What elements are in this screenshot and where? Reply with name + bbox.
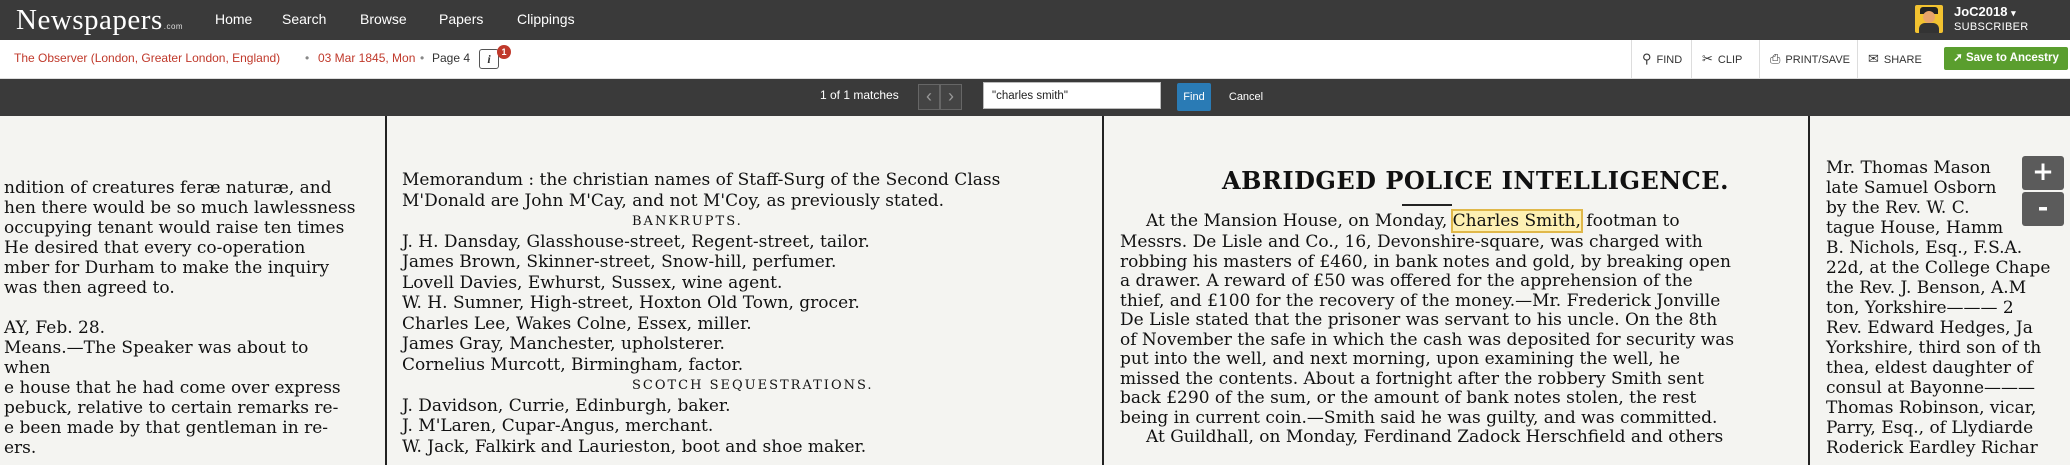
- text-line: e been made by that gentleman in re-: [4, 418, 329, 438]
- search-icon: ⚲: [1642, 51, 1652, 66]
- match-count: 1 of 1 matches: [820, 88, 899, 102]
- info-icon[interactable]: i: [479, 49, 499, 69]
- column-rule: [1102, 116, 1104, 465]
- zoom-in-button[interactable]: +: [2022, 156, 2064, 190]
- text-line: back £290 of the sum, or the amount of bank notes stolen, the rest: [1120, 388, 1697, 408]
- user-name[interactable]: JoC2018 ▾: [1954, 4, 2016, 19]
- text-line: thea, eldest daughter of: [1826, 358, 2033, 378]
- logo-suffix: .com: [163, 22, 184, 31]
- text-line: J. M'Laren, Cupar-Angus, merchant.: [402, 416, 714, 436]
- text-line: BANKRUPTS.: [632, 214, 743, 229]
- zoom-out-button[interactable]: -: [2022, 192, 2064, 226]
- save-to-ancestry-button[interactable]: ➚ Save to Ancestry: [1944, 47, 2068, 70]
- text-line: thief, and £100 for the recovery of the money.—Mr. Frederick Jonville: [1120, 290, 1721, 311]
- notification-badge: 1: [497, 45, 511, 59]
- find-tool-button[interactable]: ⚲ FIND: [1631, 40, 1692, 78]
- page-number: Page 4: [432, 51, 471, 65]
- print-icon: ⎙: [1770, 51, 1781, 66]
- text-line: Charles Lee, Wakes Colne, Essex, miller.: [402, 313, 752, 334]
- text-line: Thomas Robinson, vicar,: [1826, 398, 2037, 418]
- text-line: SCOTCH SEQUESTRATIONS.: [632, 378, 874, 393]
- prev-match-button[interactable]: [918, 84, 940, 110]
- text-line: W. Jack, Falkirk and Laurieston, boot and shoe maker.: [402, 436, 867, 457]
- text-line: J. H. Dansday, Glasshouse-street, Regent-street, tailor.: [402, 231, 870, 252]
- text-line: Parry, Esq., of Llydiarde: [1826, 418, 2034, 438]
- text-line: James Brown, Skinner-street, Snow-hill, perfumer.: [402, 252, 837, 272]
- paper-date-link[interactable]: 03 Mar 1845, Mon: [318, 51, 416, 65]
- text-line: 22d, at the College Chape: [1826, 258, 2051, 278]
- text-line: De Lisle stated that the prisoner was servant to his uncle. On the 8th: [1120, 310, 1718, 330]
- text-line: ers.: [4, 438, 37, 458]
- text-line: pebuck, relative to certain remarks re-: [4, 398, 339, 418]
- text-line: M'Donald are John M'Cay, and not M'Coy, as previously stated.: [402, 190, 945, 211]
- text-line: W. H. Sumner, High-street, Hoxton Old Town, grocer.: [402, 293, 860, 313]
- article-first-line: At the Mansion House, on Monday, Charles Smith, footman to: [1146, 211, 1680, 231]
- search-highlight[interactable]: Charles Smith,: [1452, 211, 1581, 231]
- paper-title-link[interactable]: The Observer (London, Greater London, England): [14, 51, 281, 65]
- avatar: [1915, 5, 1943, 33]
- cancel-button[interactable]: Cancel: [1228, 91, 1264, 103]
- text-line: At Guildhall, on Monday, Ferdinand Zadock Herschfield and others: [1146, 427, 1724, 447]
- text-line: of November the safe in which the cash was deposited for security was: [1120, 329, 1735, 350]
- clip-tool-button[interactable]: ✂ CLIP: [1691, 40, 1760, 78]
- text-line: was then agreed to.: [4, 278, 175, 298]
- save-icon: ➚: [1953, 52, 1966, 64]
- logo-text: Newspapers: [16, 4, 163, 36]
- text-line: when: [4, 358, 51, 378]
- column-3: [1112, 116, 1802, 465]
- text-line: James Gray, Manchester, upholsterer.: [402, 334, 725, 354]
- text-line: consul at Bayonne———: [1826, 378, 2036, 398]
- text-line: tague House, Hamm: [1826, 218, 2004, 238]
- text-line: Mr. Thomas Mason: [1826, 158, 1991, 178]
- text-line: mber for Durham to make the inquiry: [4, 258, 330, 278]
- text-line: the Rev. J. Benson, A.M: [1826, 278, 2027, 298]
- newspaper-page-image[interactable]: [0, 116, 2070, 465]
- nav-papers[interactable]: Papers: [439, 11, 484, 27]
- text-line: Messrs. De Lisle and Co., 16, Devonshire-square, was charged with: [1120, 232, 1703, 252]
- text-line: a drawer. A reward of £50 was offered for the apprehension of the: [1120, 271, 1693, 291]
- text-line: Memorandum : the christian names of Staff-Surg of the Second Class: [402, 170, 1001, 190]
- user-menu[interactable]: [1910, 0, 2070, 40]
- text-line: Lovell Davies, Ewhurst, Sussex, wine agent.: [402, 272, 783, 293]
- column-1: [4, 116, 376, 465]
- text-line: being in current coin.—Smith said he was guilty, and was committed.: [1120, 407, 1718, 428]
- find-button[interactable]: Find: [1177, 83, 1211, 111]
- nav-search[interactable]: Search: [282, 11, 327, 27]
- nav-browse[interactable]: Browse: [360, 11, 407, 27]
- text-line: He desired that every co-operation: [4, 238, 306, 258]
- text-line: e house that he had come over express: [4, 378, 341, 398]
- scissors-icon: ✂: [1702, 51, 1713, 66]
- text-line: missed the contents. About a fortnight after the robbery Smith sent: [1120, 368, 1704, 389]
- search-input[interactable]: [983, 82, 1161, 109]
- envelope-icon: ✉: [1868, 51, 1879, 66]
- text-line: Cornelius Murcott, Birmingham, factor.: [402, 354, 744, 375]
- nav-home[interactable]: Home: [215, 11, 253, 27]
- text-line: Roderick Eardley Richar: [1826, 438, 2038, 458]
- text-line: ton, Yorkshire——— 2: [1826, 298, 2014, 318]
- text-line: Means.—The Speaker was about to: [4, 338, 309, 358]
- article-headline: ABRIDGED POLICE INTELLIGENCE.: [1222, 166, 1729, 195]
- text-line: hen there would be so much lawlessness: [4, 198, 356, 218]
- chevron-down-icon: ▾: [2011, 8, 2016, 18]
- text-line: put into the well, and next morning, upon examining the well, he: [1120, 349, 1681, 369]
- next-match-button[interactable]: [940, 84, 962, 110]
- headline-rule: [1402, 204, 1452, 206]
- search-bar: [0, 79, 2070, 116]
- separator-dot: •: [420, 51, 425, 65]
- site-logo[interactable]: [16, 4, 183, 37]
- text-line: occupying tenant would raise ten times: [4, 218, 345, 238]
- text-line: robbing his masters of £460, in bank notes and gold, by breaking open: [1120, 251, 1731, 272]
- nav-clippings[interactable]: Clippings: [517, 11, 575, 27]
- chevron-right-icon: ›: [948, 86, 954, 106]
- top-nav: [0, 0, 2070, 40]
- separator-dot: •: [305, 51, 310, 65]
- user-role: SUBSCRIBER: [1954, 21, 2029, 33]
- text-line: by the Rev. W. C.: [1826, 198, 1970, 218]
- text-line: late Samuel Osborn: [1826, 178, 1997, 198]
- print-save-button[interactable]: ⎙ PRINT/SAVE: [1759, 40, 1858, 78]
- text-line: Rev. Edward Hedges, Ja: [1826, 318, 2033, 338]
- text-line: AY, Feb. 28.: [4, 318, 106, 338]
- column-rule: [1808, 116, 1810, 465]
- text-line: J. Davidson, Currie, Edinburgh, baker.: [402, 395, 731, 416]
- text-line: Yorkshire, third son of th: [1826, 338, 2042, 358]
- column-rule: [385, 116, 387, 465]
- share-button[interactable]: ✉ SHARE: [1857, 40, 1938, 78]
- chevron-left-icon: ‹: [926, 86, 932, 106]
- text-line: ndition of creatures feræ naturæ, and: [4, 178, 332, 198]
- text-line: B. Nichols, Esq., F.S.A.: [1826, 238, 2023, 258]
- column-2: [402, 116, 1102, 465]
